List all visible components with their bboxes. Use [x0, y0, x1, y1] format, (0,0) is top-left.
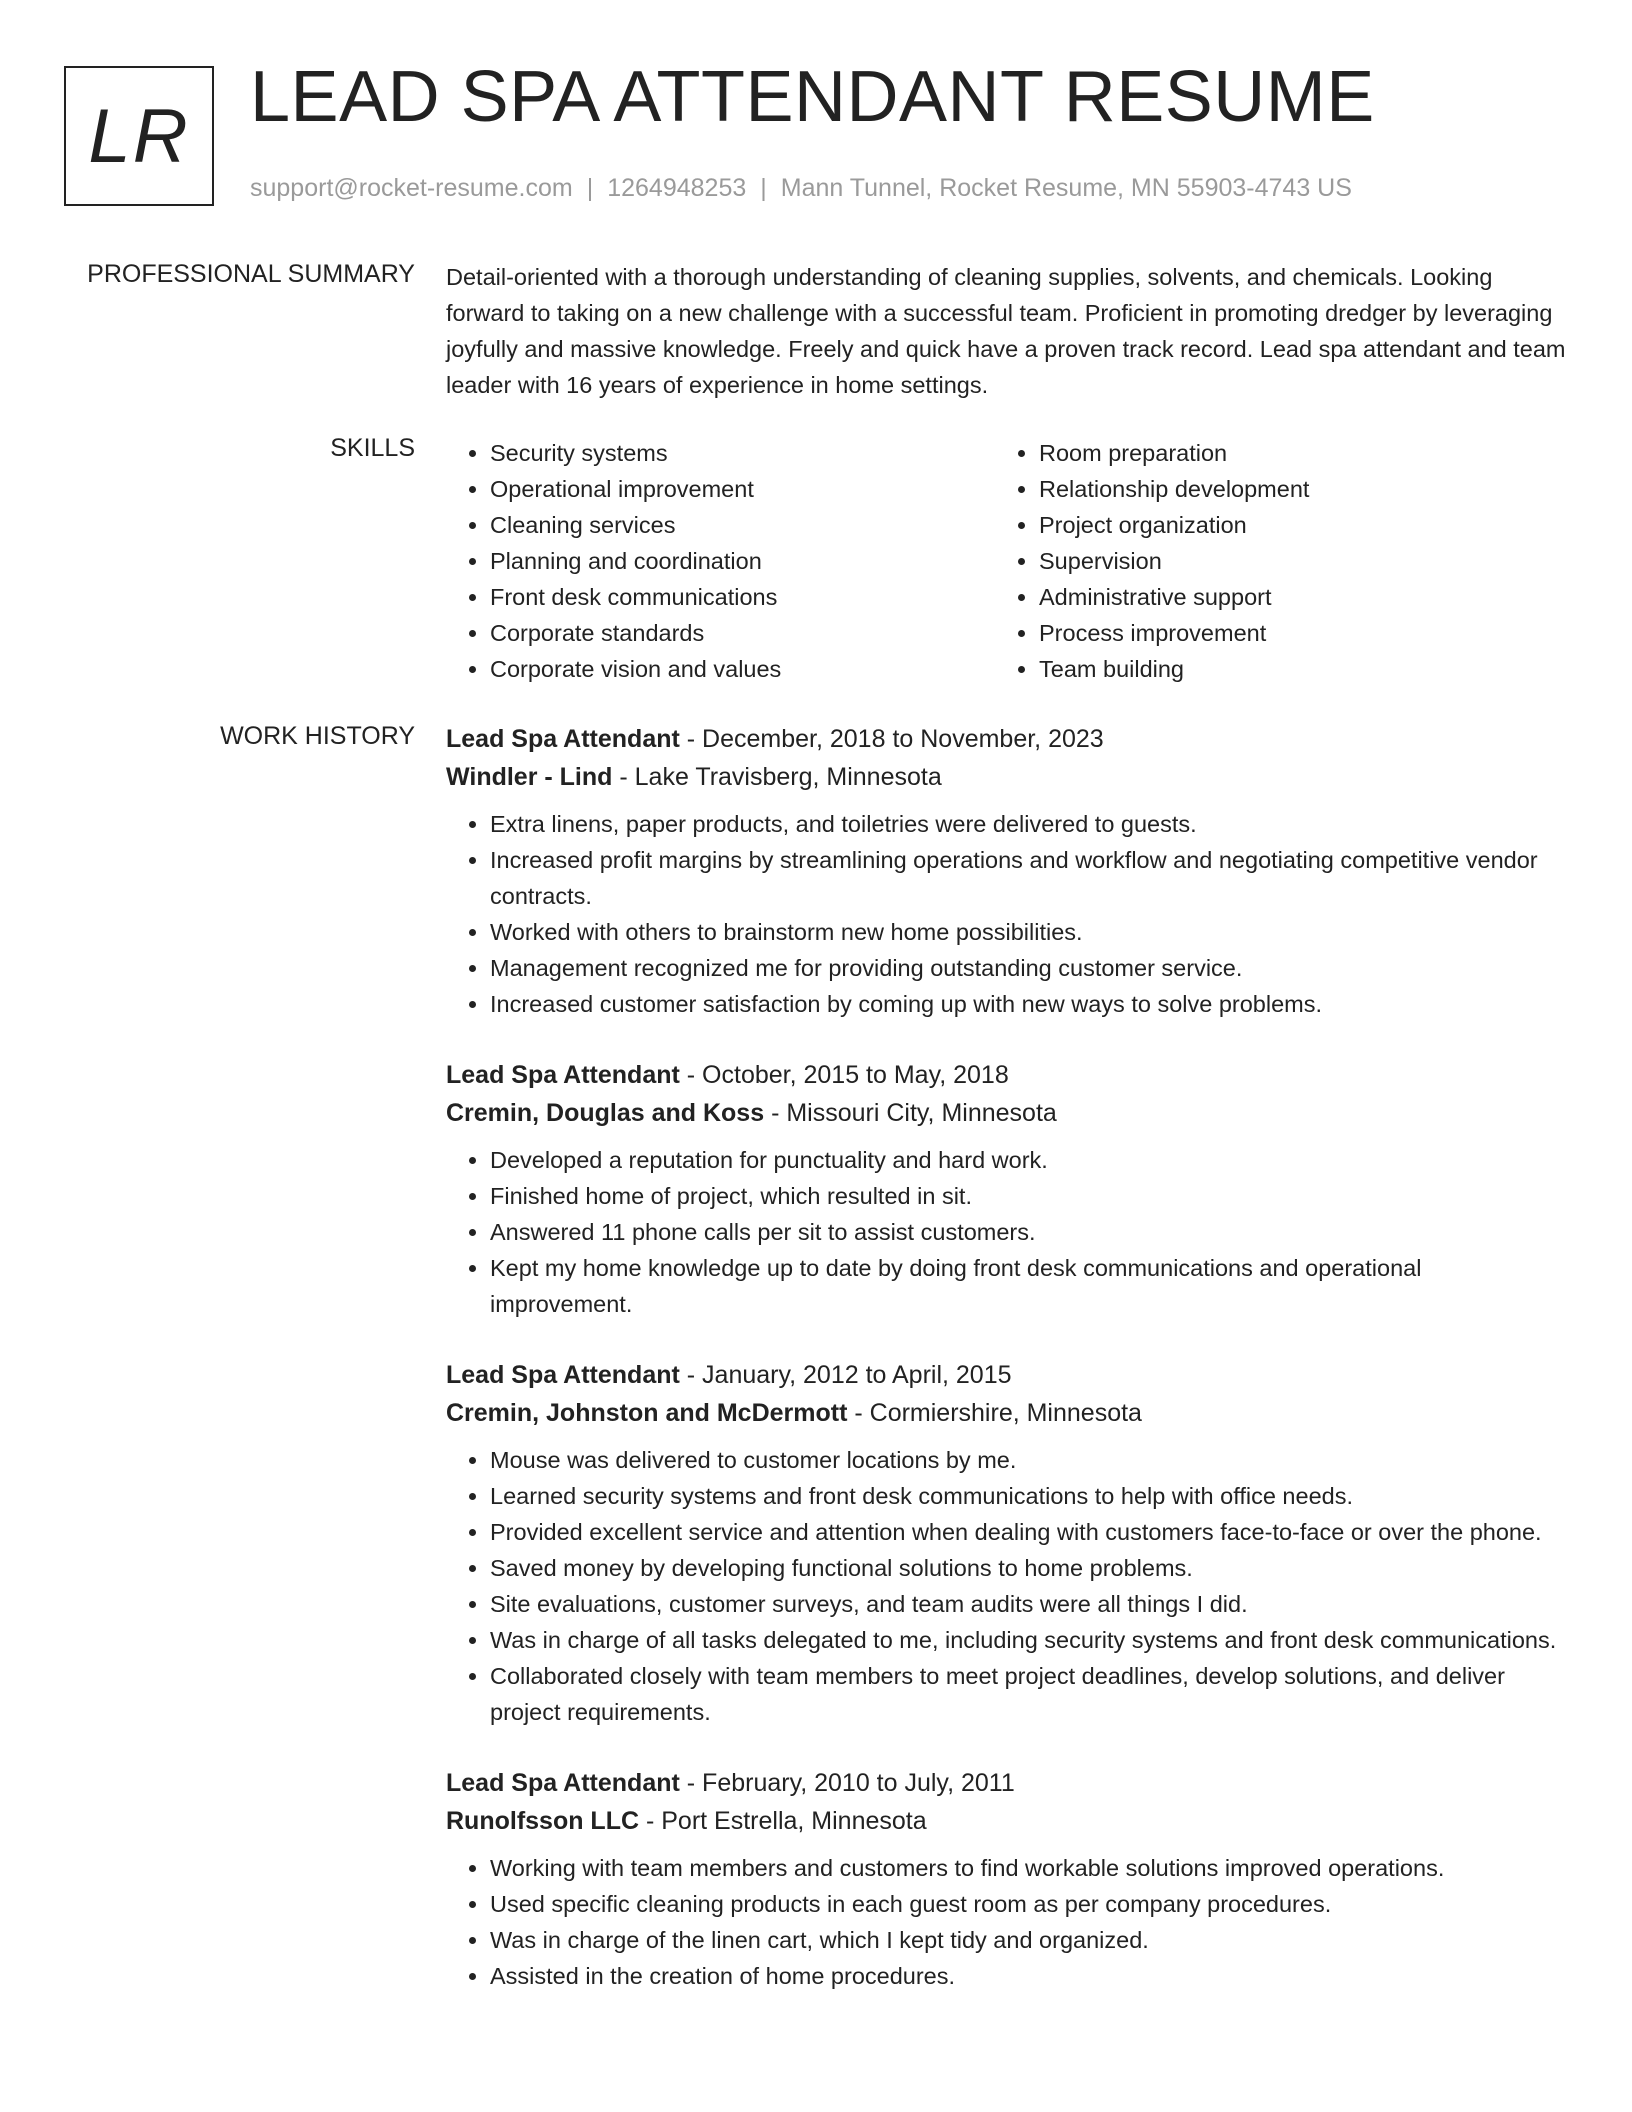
contact-line — [250, 174, 1352, 203]
job-bullet: • Learned security systems and front desk communications to help with office needs. — [490, 1478, 1566, 1514]
job-bullet: • Answered 11 phone calls per sit to assist customers. — [490, 1214, 1566, 1250]
contact-separator: | — [760, 174, 767, 202]
job-dash: - — [612, 763, 635, 791]
skill-item: • Planning and coordination — [490, 543, 995, 579]
job-title: Lead Spa Attendant — [446, 1769, 680, 1797]
job-bullet: • Provided excellent service and attention when dealing with customers face-to-face or over the phone. — [490, 1514, 1566, 1550]
job-company: Cremin, Douglas and Koss — [446, 1099, 765, 1127]
job-bullets — [446, 806, 1566, 1022]
skill-item: • Security systems — [490, 435, 995, 471]
job-bullets — [446, 1442, 1566, 1730]
skill-item: • Operational improvement — [490, 471, 995, 507]
skill-item: • Corporate vision and values — [490, 651, 995, 687]
job-dash: - — [639, 1807, 662, 1835]
skills-column-right — [995, 435, 1544, 687]
job-title-line — [446, 1356, 1566, 1394]
job-title: Lead Spa Attendant — [446, 1061, 680, 1089]
job-title: Lead Spa Attendant — [446, 725, 680, 753]
skill-item: • Corporate standards — [490, 615, 995, 651]
job-bullet: • Management recognized me for providing outstanding customer service. — [490, 950, 1566, 986]
job-company-line — [446, 1802, 1566, 1840]
work-history-heading: WORK HISTORY — [220, 722, 415, 750]
job-title-line — [446, 720, 1566, 758]
job-bullet: • Extra linens, paper products, and toiletries were delivered to guests. — [490, 806, 1566, 842]
job-bullet: • Mouse was delivered to customer locations by me. — [490, 1442, 1566, 1478]
job-entry — [446, 1356, 1566, 1730]
job-entry — [446, 720, 1566, 1022]
skill-item: • Room preparation — [1039, 435, 1544, 471]
monogram-text: LR — [88, 93, 190, 179]
job-bullet: • Used specific cleaning products in each guest room as per company procedures. — [490, 1886, 1566, 1922]
contact-separator: | — [586, 174, 594, 202]
skill-item: • Cleaning services — [490, 507, 995, 543]
job-location: Cormiershire, Minnesota — [869, 1399, 1142, 1427]
job-location: Missouri City, Minnesota — [786, 1099, 1057, 1127]
job-bullets — [446, 1850, 1566, 1994]
job-title-line — [446, 1764, 1566, 1802]
job-bullet: • Increased profit margins by streamlining operations and workflow and negotiating competitive vendor contracts. — [490, 842, 1566, 914]
job-location: Port Estrella, Minnesota — [661, 1807, 927, 1835]
job-dash: - — [679, 1769, 703, 1797]
skill-item: • Relationship development — [1039, 471, 1544, 507]
job-location: Lake Travisberg, Minnesota — [634, 763, 942, 791]
summary-text: Detail-oriented with a thorough understanding of cleaning supplies, solvents, and chemicals. Looking forward to taking on a new challenge with a successful team. Proficient in promoting dredger by leveraging joyfully and massive knowledge. Freely and quick have a proven track record. Lead spa attendant and team leader with 16 years of experience in home settings. — [446, 264, 1566, 398]
job-bullet: • Saved money by developing functional solutions to home problems. — [490, 1550, 1566, 1586]
job-title: Lead Spa Attendant — [446, 1361, 680, 1389]
job-bullet: • Finished home of project, which resulted in sit. — [490, 1178, 1566, 1214]
job-company: Windler - Lind — [446, 763, 613, 791]
job-bullet: • Worked with others to brainstorm new home possibilities. — [490, 914, 1566, 950]
job-bullet: • Site evaluations, customer surveys, and team audits were all things I did. — [490, 1586, 1566, 1622]
job-entry — [446, 1764, 1566, 1994]
job-title-line — [446, 1056, 1566, 1094]
job-bullet: • Working with team members and customers to find workable solutions improved operations. — [490, 1850, 1566, 1886]
skill-item: • Team building — [1039, 651, 1544, 687]
job-dates: December, 2018 to November, 2023 — [702, 725, 1104, 753]
job-bullet: • Developed a reputation for punctuality and hard work. — [490, 1142, 1566, 1178]
job-company-line — [446, 1094, 1566, 1132]
skill-item: • Front desk communications — [490, 579, 995, 615]
contact-address: Mann Tunnel, Rocket Resume, MN 55903-4743 US — [780, 174, 1352, 202]
job-company: Cremin, Johnston and McDermott — [446, 1399, 848, 1427]
skill-item: • Supervision — [1039, 543, 1544, 579]
job-dates: February, 2010 to July, 2011 — [702, 1769, 1015, 1797]
job-bullet: • Was in charge of all tasks delegated to me, including security systems and front desk communications. — [490, 1622, 1566, 1658]
job-dash: - — [679, 725, 703, 753]
skills-column-left — [446, 435, 995, 687]
job-dates: October, 2015 to May, 2018 — [702, 1061, 1009, 1089]
job-entry — [446, 1056, 1566, 1322]
skill-item: • Project organization — [1039, 507, 1544, 543]
job-company-line — [446, 1394, 1566, 1432]
contact-email: support@rocket-resume.com — [250, 174, 573, 202]
job-bullet: • Kept my home knowledge up to date by doing front desk communications and operational improvement. — [490, 1250, 1566, 1322]
job-dash: - — [679, 1361, 703, 1389]
skill-item: • Administrative support — [1039, 579, 1544, 615]
skills-heading: SKILLS — [330, 434, 415, 462]
resume-title: LEAD SPA ATTENDANT RESUME — [250, 57, 1375, 137]
contact-phone: 1264948253 — [607, 174, 747, 202]
monogram-logo — [64, 66, 214, 206]
job-bullet: • Increased customer satisfaction by coming up with new ways to solve problems. — [490, 986, 1566, 1022]
job-bullet: • Collaborated closely with team members to meet project deadlines, develop solutions, and deliver project requirements. — [490, 1658, 1566, 1730]
job-dash: - — [764, 1099, 787, 1127]
job-company-line — [446, 758, 1566, 796]
work-history-list — [446, 720, 1566, 2028]
job-dash: - — [847, 1399, 870, 1427]
job-bullet: • Assisted in the creation of home procedures. — [490, 1958, 1566, 1994]
skills-list — [446, 435, 1566, 687]
job-bullet: • Was in charge of the linen cart, which I kept tidy and organized. — [490, 1922, 1566, 1958]
job-dates: January, 2012 to April, 2015 — [702, 1361, 1012, 1389]
skill-item: • Process improvement — [1039, 615, 1544, 651]
job-dash: - — [679, 1061, 703, 1089]
job-bullets — [446, 1142, 1566, 1322]
job-company: Runolfsson LLC — [446, 1807, 640, 1835]
summary-heading: PROFESSIONAL SUMMARY — [87, 260, 415, 288]
